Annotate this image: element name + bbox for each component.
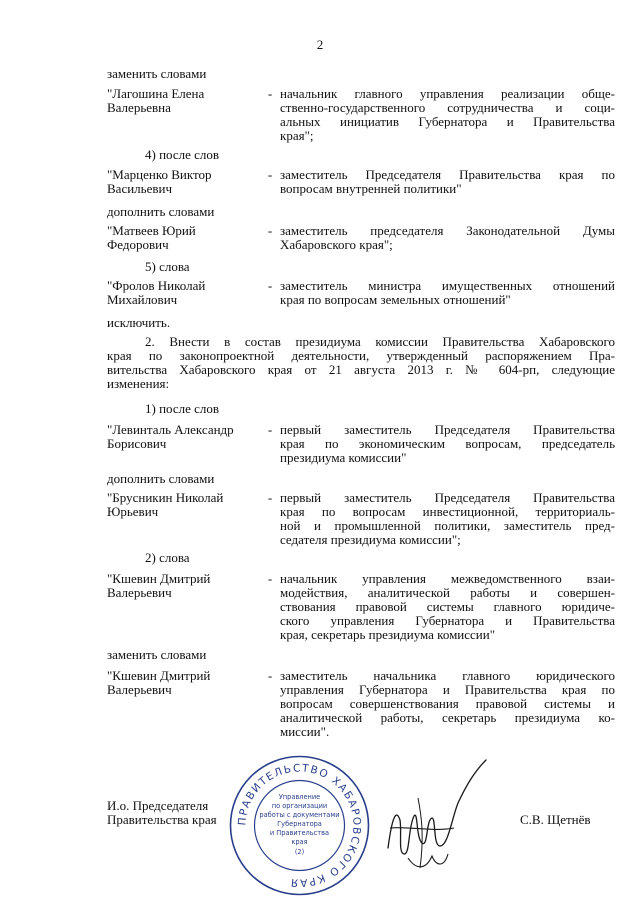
entry-name: "Матвеев Юрий Федорович	[107, 223, 196, 252]
svg-text:и Правительства: и Правительства	[269, 829, 330, 837]
entry-dash: -	[267, 571, 273, 586]
signatory-name: С.В. Щетнёв	[520, 812, 591, 827]
entry-dash: -	[267, 490, 273, 505]
entry-description: первый заместитель Председателя Правительства края по экономическим вопросам, председатель президиума комиссии"	[280, 422, 615, 465]
signatory-title-line-1: И.о. Председателя	[107, 798, 209, 813]
stamp-ring-text: ПРАВИТЕЛЬСТВО ХАБАРОВСКОГО КРАЯ	[236, 762, 363, 889]
entry-description: заместитель председателя Законодательной Думы Хабаровского края";	[280, 223, 615, 252]
item-5-label: 5) слова	[145, 259, 190, 274]
svg-text:Управление: Управление	[278, 793, 321, 801]
entry-dash: -	[267, 422, 273, 437]
entry-name: "Фролов Николай Михайлович	[107, 278, 206, 307]
entry-description: начальник управления межведомственного взаи- модействия, аналитической работы и совершен- ствования правовой системы главного юридиче- ского управления Губернатора и Правительства края, секретарь президиума комиссии"	[280, 571, 615, 642]
entry-description: начальник главного управления реализации обще- ственно-государственного сотрудничества и соци- альных инициатив Губернатора и Правительства края";	[280, 86, 615, 143]
entry-name: "Левинталь Александр Борисович	[107, 422, 234, 451]
entry-dash: -	[267, 223, 273, 238]
stamp-center-text	[259, 793, 339, 856]
entry-name: "Кшевин Дмитрий Валерьевич	[107, 571, 211, 600]
svg-text:края: края	[291, 838, 308, 846]
paragraph-2: 2. Внести в состав президиума комиссии Правительства Хабаровского края по законопроектной деятельности, утвержденный распоряжением Пра- вительства Хабаровского края от 21 августа 2013 г. № 604-рп, следующие изменения:	[107, 334, 615, 391]
entry-description: заместитель Председателя Правительства края по вопросам внутренней политики"	[280, 167, 615, 196]
entry-description: заместитель министра имущественных отношений края по вопросам земельных отношений"	[280, 278, 615, 307]
exclude-label: исключить.	[107, 315, 171, 330]
official-stamp	[227, 753, 372, 898]
entry-dash: -	[267, 167, 273, 182]
replace-words-label: заменить словами	[107, 66, 207, 81]
entry-description: первый заместитель Председателя Правительства края по вопросам инвестиционной, территориаль- ной и промышленной политики, заместитель пред- седателя президиума комиссии";	[280, 490, 615, 547]
entry-name: "Брусникин Николай Юрьевич	[107, 490, 224, 519]
svg-text:(2): (2)	[294, 848, 305, 856]
entry-description: заместитель начальника главного юридического управления Губернатора и Правительства края по вопросам совершенствования правовой системы и аналитической работы, секретарь президиума ко- миссии".	[280, 668, 615, 739]
entry-name: "Кшевин Дмитрий Валерьевич	[107, 668, 211, 697]
supplement-words-label: дополнить словами	[107, 204, 215, 219]
entry-name: "Лагошина Елена Валерьевна	[107, 86, 205, 115]
svg-text:работы с документами: работы с документами	[259, 811, 340, 819]
entry-dash: -	[267, 668, 273, 683]
supplement-words-label-2: дополнить словами	[107, 471, 215, 486]
item-4-label: 4) после слов	[145, 147, 220, 162]
svg-text:Губернатора: Губернатора	[277, 820, 322, 828]
entry-name: "Марценко Виктор Васильевич	[107, 167, 212, 196]
page-number: 2	[316, 37, 324, 52]
item-1-label: 1) после слов	[145, 401, 220, 416]
handwritten-signature	[378, 758, 490, 876]
entry-dash: -	[267, 86, 273, 101]
entry-dash: -	[267, 278, 273, 293]
replace-words-label-2: заменить словами	[107, 647, 207, 662]
signatory-title-line-2: Правительства края	[107, 812, 217, 827]
item-2-label: 2) слова	[145, 550, 190, 565]
svg-text:по организации: по организации	[271, 802, 328, 810]
